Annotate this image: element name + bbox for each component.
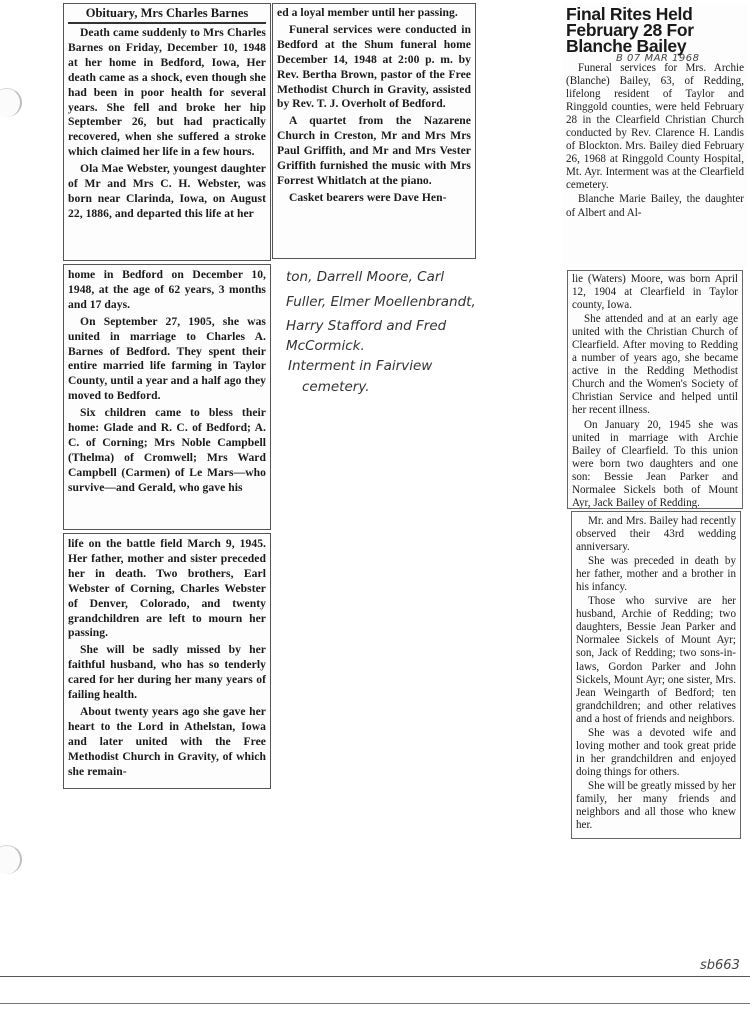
bailey-clipping-middle [567, 270, 743, 509]
paragraph: About twenty years ago she gave her heart to the Lord in Athelstan, Iowa and later united with the Free Methodist Church in Gravity, of which she remain- [68, 704, 266, 778]
handwritten-line: cemetery. [302, 379, 370, 395]
paragraph: Mr. and Mrs. Bailey had recently observed their 43rd wedding anniversary. [576, 515, 736, 554]
barnes-clipping-top [63, 3, 271, 261]
bailey-title-line: Blanche Bailey [566, 36, 687, 56]
binder-hole-top [0, 88, 22, 117]
paragraph: lie (Waters) Moore, was born April 12, 1904 at Clearfield in Taylor county, Iowa. [572, 273, 738, 312]
paragraph: home in Bedford on December 10, 1948, at the age of 62 years, 3 months and 17 days. [68, 268, 266, 311]
barnes-headline: Obituary, Mrs Charles Barnes [68, 6, 266, 24]
paragraph: A quartet from the Nazarene Church in Creston, Mr and Mrs Mrs Paul Griffith, and Mr and Mrs Vester Griffith furnished the music with Mrs Forrest Whitlatch at the piano. [277, 114, 471, 187]
paragraph: She was a devoted wife and loving mother and took great pride in her grandchildren and enjoyed doing things for others. [576, 726, 736, 778]
paragraph: ed a loyal member until her passing. [277, 6, 458, 19]
page-reference: sb663 [700, 958, 740, 973]
bottom-rule [0, 976, 750, 977]
paragraph: Funeral services were conducted in Bedford at the Shum funeral home December 14, 1948 at 2:00 p. m. by Rev. Bertha Brown, pastor of the Free Methodist Church in Gravity, assisted by Rev. T. J. Overholt of Bedford. [277, 22, 471, 111]
handwritten-line: Interment in Fairview [288, 358, 433, 374]
bailey-title-line: February 28 For [566, 20, 694, 40]
bailey-headline [566, 4, 744, 64]
barnes-col1-top-text [68, 26, 266, 222]
paragraph: life on the battle field March 9, 1945. Her father, mother and sister preceded her in death. Two brothers, Earl Webster of Corning, Charles Webster of Denver, Colorado, and twenty grandchildren are left to mourn her passing. [68, 537, 266, 640]
handwritten-line: Harry Stafford and Fred [286, 318, 447, 334]
bottom-rule [0, 1003, 750, 1004]
paragraph: Funeral services for Mrs. Archie (Blanche) Bailey, 63, of Redding, lifelong resident of Taylor and Ringgold counties, were held February 28 in the Clearfield Christian Church conducted by Rev. Clarence H. Landis of Blockton. Mrs. Bailey died February 26, 1968 at Ringgold County Hospital, Mt. Ayr. Interment was at the Clearfield cemetery. [566, 62, 744, 192]
paragraph: She will be greatly missed by her family, her many friends and neighbors and all those who knew her. [576, 779, 736, 832]
paragraph: She will be sadly missed by her faithful husband, who has so tenderly cared for her during her many years of failing health. [68, 643, 266, 702]
binder-hole-bottom [0, 845, 22, 874]
handwritten-line: McCormick. [286, 338, 365, 354]
bailey-col-c-text [576, 515, 736, 832]
handwritten-date: B 07 MAR 1968 [616, 53, 700, 64]
paragraph: Casket bearers were Dave Hen- [289, 190, 447, 204]
handwritten-line: ton, Darrell Moore, Carl [286, 269, 445, 285]
barnes-col2-text [277, 6, 471, 206]
paragraph: Ola Mae Webster, youngest daughter of Mr and Mrs C. H. Webster, was born near Clarinda, Iowa, on August 22, 1886, and departed this life at her [68, 162, 266, 220]
paragraph: She was preceded in death by her father, mother and a brother in his infancy. [576, 555, 736, 594]
barnes-clipping-bottom [63, 533, 271, 789]
bailey-col-a-text [566, 62, 744, 220]
paragraph: Blanche Marie Bailey, the daughter of Albert and Al- [566, 193, 744, 219]
paragraph: Death came suddenly to Mrs Charles Barnes on Friday, December 10, 1948 at her home in Bedford, Iowa, Her death came as a shock, even though she had been in poor health for several years. She fell and broke her hip September 26, but had practically recovered, when she suffered a stroke which claimed her life in a few hours. [68, 26, 266, 159]
bailey-title-line: Final Rites Held [566, 4, 693, 24]
paragraph: Those who survive are her husband, Archie of Redding; two daughters, Bessie Jean Parker and Normalee Sickels of Mount Ayr; son, Jack of Redding; two sons-in-laws, Gordon Parker and John Sickels, Mount Ayr; one sister, Mrs. Jean Weingarth of Bedford; ten grandchildren; and other relatives and a host of friends and neighbors. [576, 595, 736, 725]
bailey-col-b-text [572, 273, 738, 509]
paragraph: She attended and at an early age united with the Christian Church of Clearfield. After moving to Redding a number of years ago, she became active in the Redding Methodist Church and the Women's Society of Christian Service and helped until her recent illness. [572, 313, 738, 417]
paragraph: On January 20, 1945 she was united in marriage with Archie Bailey of Clearfield. To this union were born two daughters and one son: Bessie Jean Parker and Normalee Sickels both of Mount Ayr, Jack Bailey of Redding. [572, 418, 738, 509]
paragraph: On September 27, 1905, she was united in marriage to Charles A. Barnes of Bedford. They spent their entire married life farming in Taylor County, until a year and a half ago they moved to Bedford. [68, 314, 266, 403]
bailey-clipping-top [563, 3, 747, 268]
handwritten-line: Fuller, Elmer Moellenbrandt, [286, 294, 476, 310]
barnes-col1-bot-text [68, 537, 266, 780]
barnes-clipping-middle [63, 264, 271, 530]
barnes-clipping-column-2 [272, 3, 476, 259]
barnes-col1-mid-text [68, 268, 266, 496]
paragraph: Six children came to bless their home: Glade and R. C. of Bedford; A. C. of Corning; Mrs Noble Campbell (Thelma) of Cromwell; Mrs Ward Campbell (Carmen) of Le Mars—who survive—and Gerald, who gave his [68, 406, 266, 494]
bailey-clipping-bottom [571, 511, 741, 839]
